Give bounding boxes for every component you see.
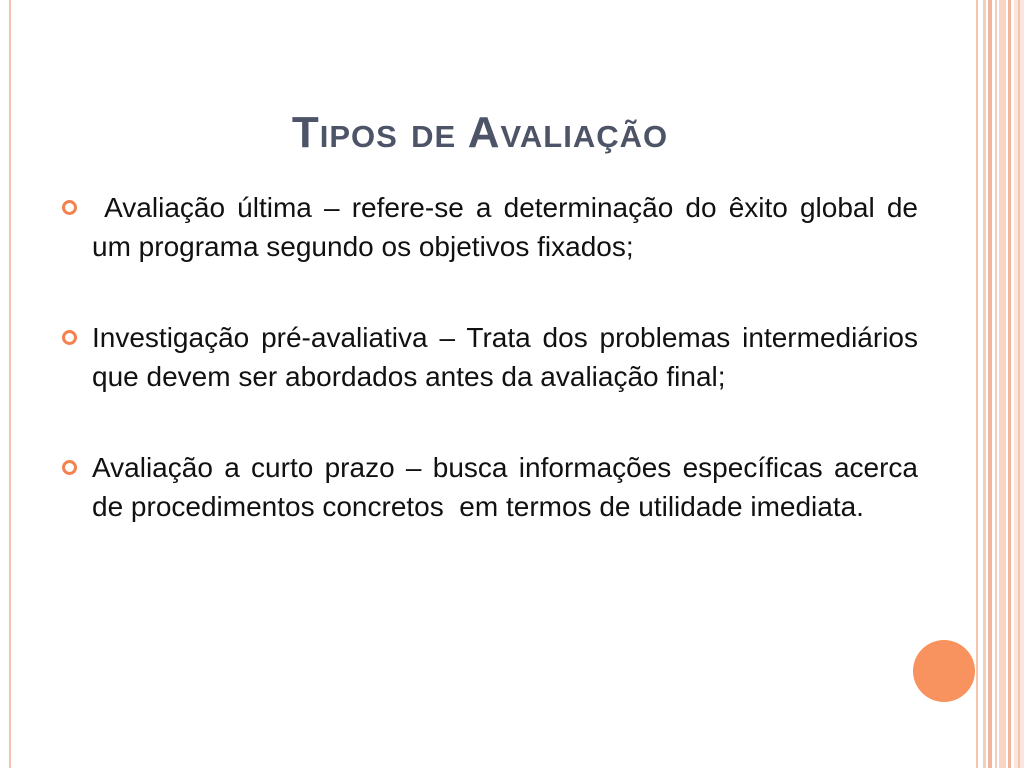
- bullet-circle-icon: [62, 200, 77, 215]
- decorative-stripe: [988, 0, 992, 768]
- bullet-item: [62, 188, 926, 266]
- bullet-circle-icon: [62, 330, 77, 345]
- bullet-text: Avaliação última – refere-se a determinação do êxito global de um programa segundo os objetivos fixados;: [92, 192, 926, 262]
- decorative-stripe: [999, 0, 1006, 768]
- decorative-circle: [913, 640, 975, 702]
- bullet-item: [62, 448, 926, 526]
- bullet-list: [62, 188, 926, 578]
- slide-title: Tipos de Avaliação: [291, 108, 669, 158]
- decorative-stripe: [983, 0, 986, 768]
- bullet-circle-icon: [62, 460, 77, 475]
- decorative-stripe: [995, 0, 997, 768]
- bullet-item: [62, 318, 918, 396]
- bullet-text: Investigação pré-avaliativa – Trata dos problemas intermediários que devem ser abordados antes da avaliação final;: [92, 322, 918, 392]
- bullet-text: Avaliação a curto prazo – busca informações específicas acerca de procedimentos concretos em termos de utilidade imediata.: [92, 452, 926, 522]
- decorative-stripe: [1018, 0, 1020, 768]
- decorative-stripe: [1008, 0, 1011, 768]
